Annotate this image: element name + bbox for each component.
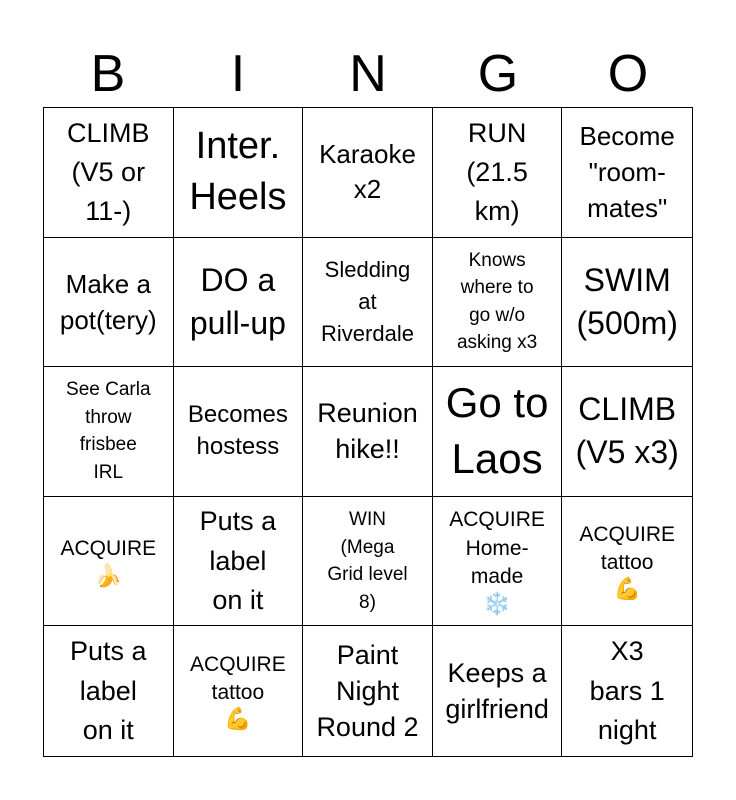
bingo-cell-r4-c3[interactable] [303, 497, 433, 627]
cell-label: Paint Night Round 2 [316, 639, 419, 743]
header-letter-g: G [477, 45, 519, 103]
bingo-cell-r4-c2[interactable] [174, 497, 304, 627]
bingo-cell-r5-c2[interactable] [174, 626, 304, 756]
bingo-cell-r1-c2[interactable] [174, 108, 304, 238]
bingo-cell-r1-c5[interactable] [562, 108, 692, 238]
cell-label: Reunion hike!! [317, 398, 418, 465]
cell-label: X3 bars 1 night [589, 636, 665, 745]
cell-label: ACQUIRE tattoo [579, 522, 676, 574]
cell-label: CLIMB (V5 or 11-) [67, 117, 150, 226]
bingo-cell-r2-c2[interactable] [174, 238, 304, 368]
cell-label: SWIM (500m) [576, 261, 678, 341]
cell-label: Go to Laos [445, 378, 549, 483]
bingo-cell-r4-c1[interactable] [44, 497, 174, 627]
cell-label: Become "room- mates" [579, 120, 675, 224]
cell-label: Inter. Heels [189, 125, 287, 219]
cell-label: RUN (21.5 km) [466, 117, 528, 226]
bingo-cell-r3-c5[interactable] [562, 367, 692, 497]
bingo-cell-r5-c4[interactable] [433, 626, 563, 756]
bingo-cell-r3-c3[interactable] [303, 367, 433, 497]
cell-label: Puts a label on it [199, 506, 277, 615]
bingo-cell-r2-c4[interactable] [433, 238, 563, 368]
cell-label: Keeps a girlfriend [445, 657, 549, 725]
bingo-cell-r3-c1[interactable] [44, 367, 174, 497]
cell-emoji-icon: ❄️ [483, 590, 511, 616]
bingo-board [43, 107, 693, 757]
bingo-cell-r5-c3[interactable] [303, 626, 433, 756]
bingo-cell-r1-c3[interactable] [303, 108, 433, 238]
header-letter-b: B [90, 45, 126, 103]
cell-emoji-icon: 💪 [613, 576, 641, 602]
bingo-cell-r2-c5[interactable] [562, 238, 692, 368]
bingo-cell-r3-c2[interactable] [174, 367, 304, 497]
cell-label: Sledding at Riverdale [321, 257, 414, 346]
bingo-cell-r5-c1[interactable] [44, 626, 174, 756]
cell-label: Make a pot(tery) [59, 268, 157, 335]
cell-label: Becomes hostess [187, 401, 288, 461]
cell-label: ACQUIRE [60, 537, 157, 561]
bingo-cell-r2-c1[interactable] [44, 238, 174, 368]
cell-label: Karaoke x2 [319, 139, 416, 205]
bingo-cell-r1-c1[interactable] [44, 108, 174, 238]
cell-label: Knows where to go w/o asking x3 [456, 249, 538, 354]
cell-label: ACQUIRE tattoo [190, 652, 286, 705]
bingo-cell-r1-c4[interactable] [433, 108, 563, 238]
cell-label: See Carla throw frisbee IRL [66, 379, 151, 484]
header-letter-o: O [607, 45, 649, 103]
bingo-header [43, 40, 693, 108]
cell-emoji-icon: 💪 [224, 706, 252, 732]
header-letter-n: N [349, 45, 387, 103]
cell-label: CLIMB (V5 x3) [575, 391, 679, 471]
bingo-cell-r2-c3[interactable] [303, 238, 433, 368]
cell-label: WIN (Mega Grid level 8) [327, 509, 408, 613]
bingo-cell-r4-c4[interactable] [433, 497, 563, 627]
bingo-cell-r4-c5[interactable] [562, 497, 692, 627]
cell-label: Puts a label on it [70, 636, 147, 745]
cell-label: DO a pull-up [189, 261, 286, 341]
header-letter-i: I [230, 45, 246, 103]
cell-label: ACQUIRE Home- made [449, 508, 545, 589]
cell-emoji-icon: 🍌 [94, 562, 122, 588]
bingo-cell-r5-c5[interactable] [562, 626, 692, 756]
bingo-cell-r3-c4[interactable] [433, 367, 563, 497]
